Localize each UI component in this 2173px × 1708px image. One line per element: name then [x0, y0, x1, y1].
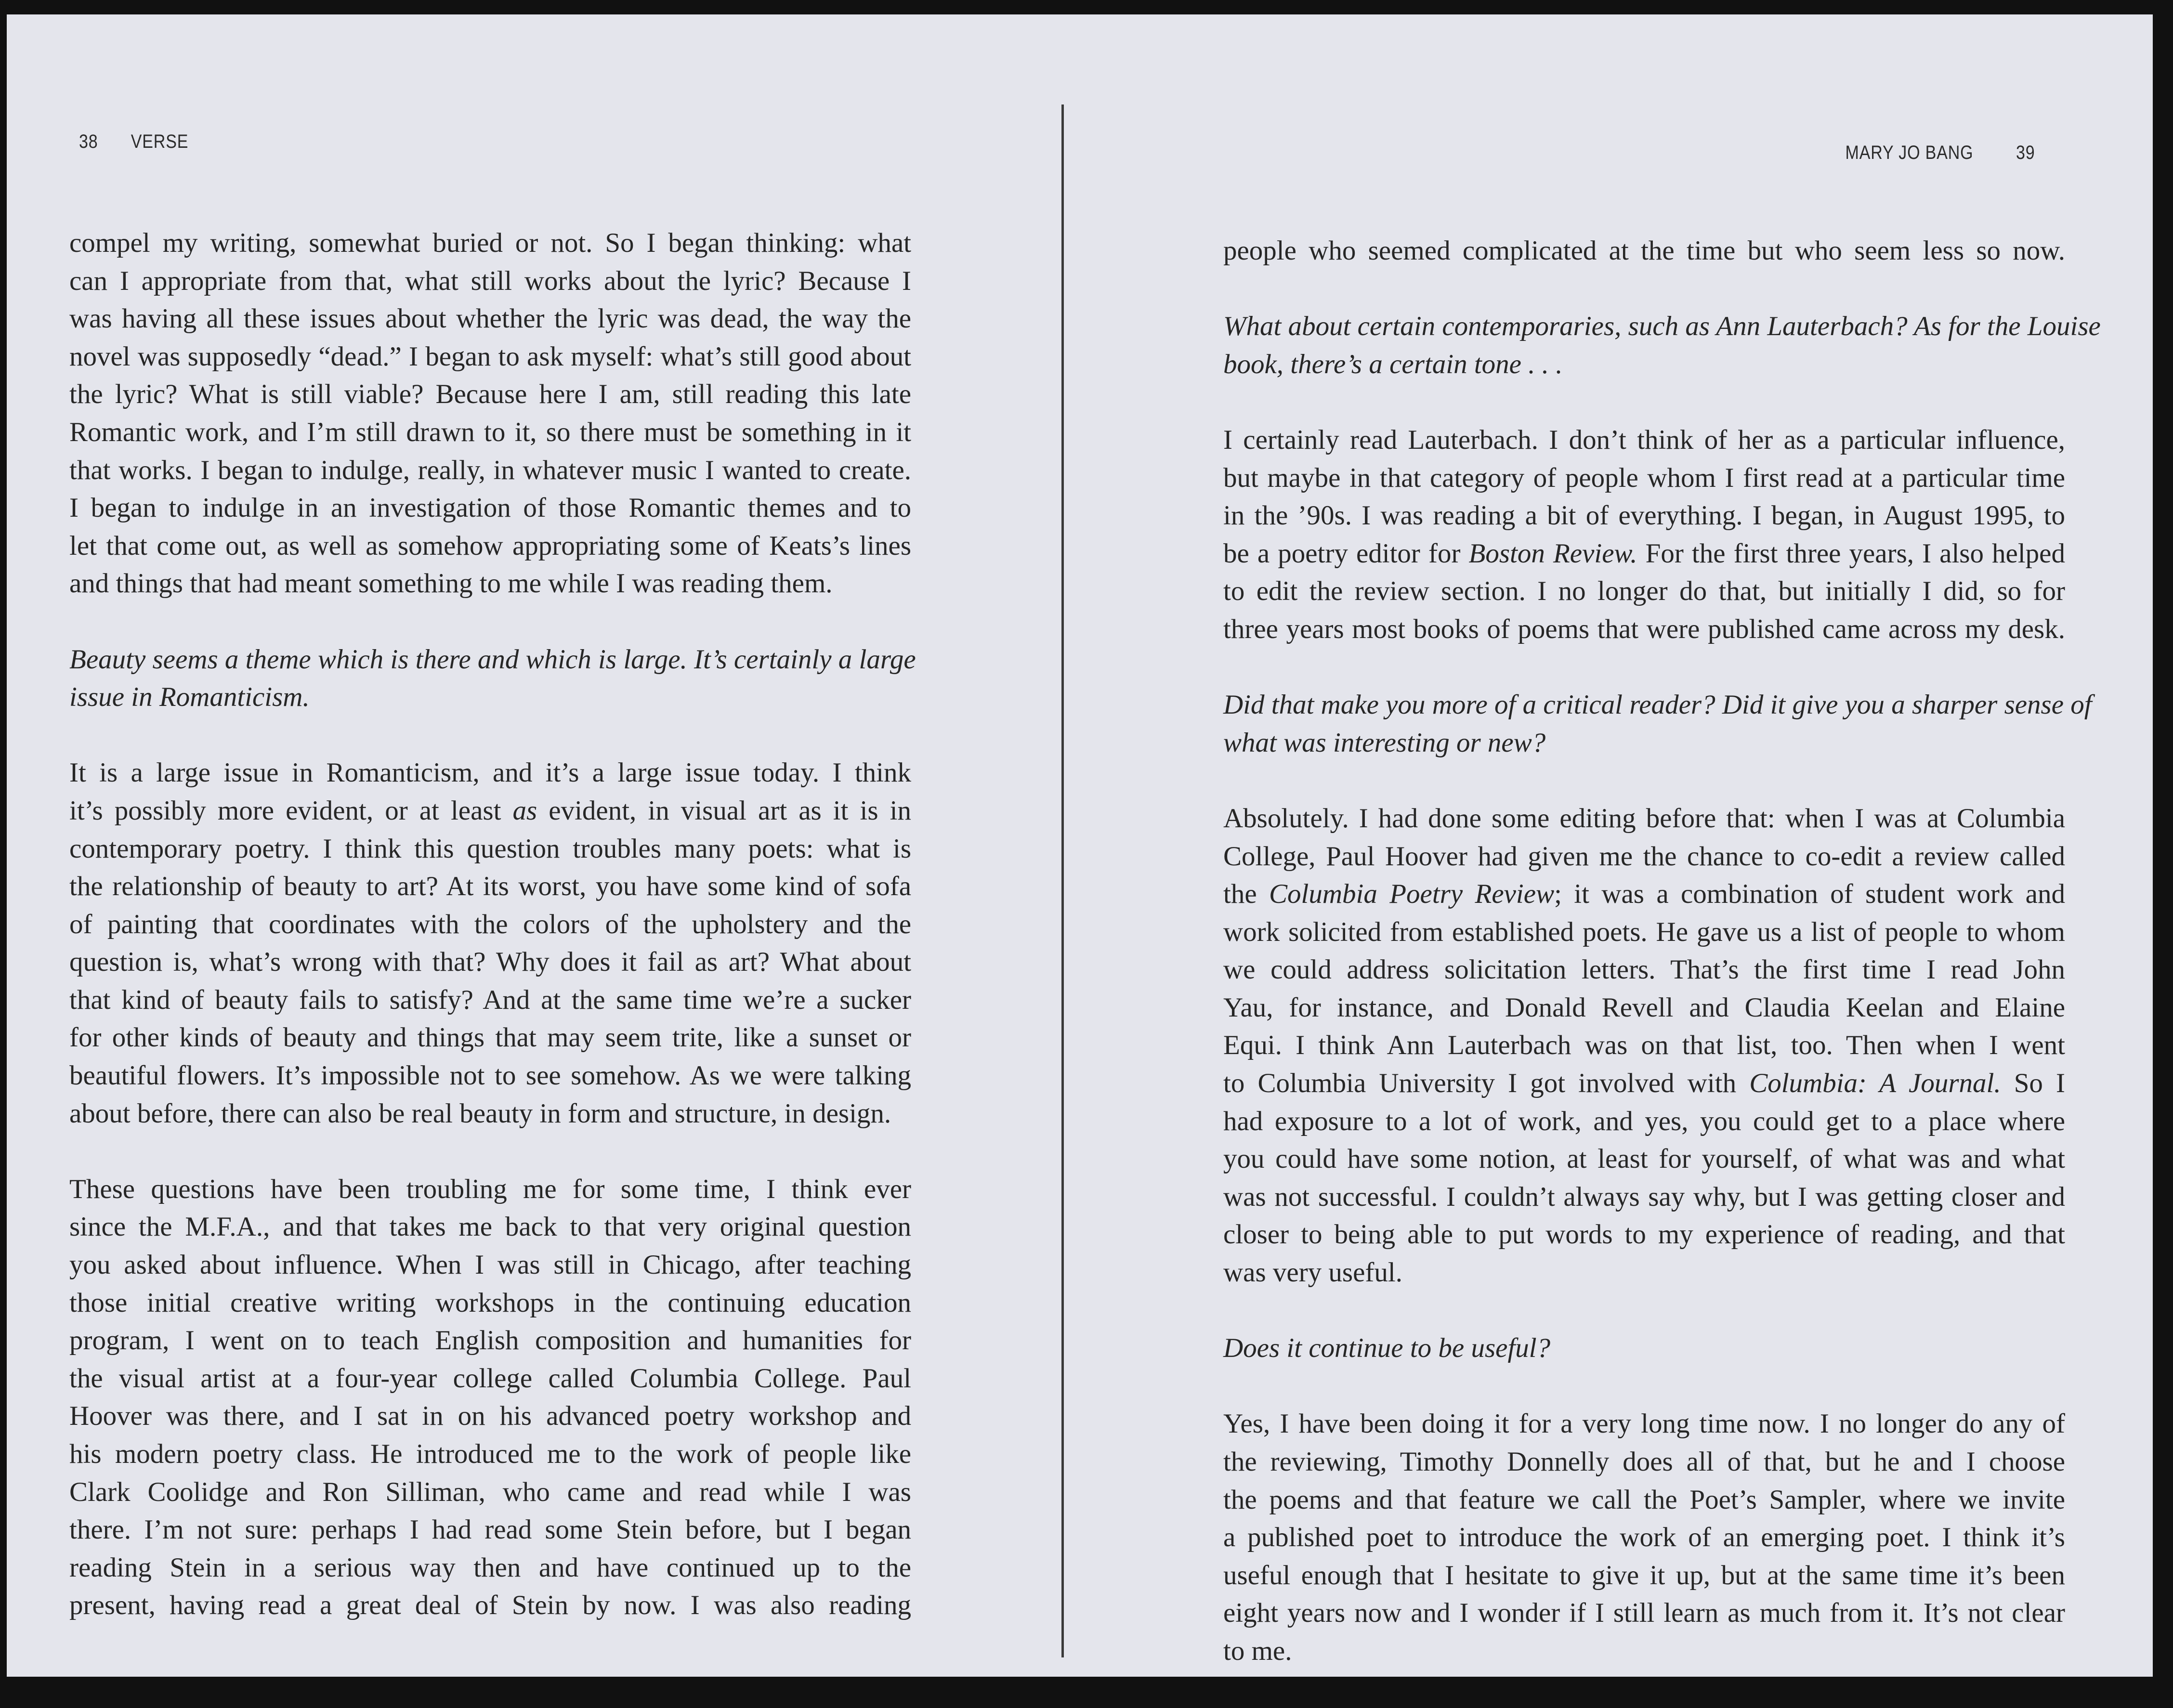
text-line [69, 792, 911, 830]
italic-title-text: Boston Review. [1468, 538, 1637, 569]
right-running-head [1846, 142, 2035, 164]
text-line: book, there’s a certain tone . . . [1223, 349, 1563, 379]
text-line: beautiful flowers. It’s impossible not to see somehow. As we were talking [69, 1060, 911, 1091]
interview-answer [69, 224, 911, 603]
italic-title-text: Columbia Poetry Review [1269, 879, 1555, 910]
text-line: the relationship of beauty to art? At its worst, you have some kind of sofa [69, 871, 911, 902]
text-line: we could address solicitation letters. That’s the first time I read John [1223, 954, 2065, 985]
text-line: was not successful. I couldn’t always say why, but I was getting closer and [1223, 1181, 2065, 1212]
text-line: question is, what’s wrong with that? Why does it fail as art? What about [69, 947, 911, 978]
text-line: to edit the review section. I no longer do that, but initially I did, so for [1223, 576, 2065, 607]
text-line: that kind of beauty fails to satisfy? And at the same time we’re a sucker [69, 984, 911, 1015]
text-line: issue in Romanticism. [69, 682, 310, 713]
text-segment: So I [2001, 1068, 2065, 1099]
text-line: can I appropriate from that, what still works about the lyric? Because I [69, 265, 911, 296]
text-line: program, I went on to teach English composition and humanities for [69, 1325, 911, 1356]
interview-answer [69, 1171, 911, 1625]
text-line: but maybe in that category of people whom I first read at a particular time [1223, 462, 2065, 493]
text-line: a published poet to introduce the work of an emerging poet. I think it’s [1223, 1522, 2065, 1553]
text-line: you asked about influence. When I was still in Chicago, after teaching [69, 1250, 911, 1280]
text-line: for other kinds of beauty and things that may seem trite, like a sunset or [69, 1022, 911, 1053]
text-segment: be a poetry editor for [1223, 538, 1469, 569]
text-line: Yau, for instance, and Donald Revell and Claudia Keelan and Elaine [1223, 992, 2065, 1023]
text-line: the visual artist at a four-year college called Columbia College. Paul [69, 1363, 911, 1394]
right-page-text [1223, 232, 2101, 1708]
text-line: novel was supposedly “dead.” I began to ask myself: what’s still good about [69, 341, 911, 372]
italic-title-text: Columbia: A Journal. [1749, 1068, 2001, 1099]
text-line: What about certain contemporaries, such as Ann Lauterbach? As for the Louise [1223, 311, 2101, 342]
text-segment: ; it was a combination of student work and [1554, 879, 2065, 910]
interview-answer [69, 754, 911, 1133]
text-line: These questions have been troubling me for some time, I think ever [69, 1173, 911, 1204]
text-line: those initial creative writing workshops in the continuing education [69, 1287, 911, 1318]
text-line: work solicited from established poets. He gave us a list of people to whom [1223, 916, 2065, 947]
text-segment: For the first three years, I also helped [1637, 538, 2065, 569]
interview-question [69, 641, 916, 717]
right-page-number: 39 [2016, 142, 2035, 163]
text-line: I began to indulge in an investigation of those Romantic themes and to [69, 493, 911, 523]
text-line: the reviewing, Timothy Donnelly does all of that, but he and I choose [1223, 1447, 2065, 1477]
text-line: Beauty seems a theme which is there and which is large. It’s certainly a large [69, 644, 916, 675]
text-line: that works. I began to indulge, really, in whatever music I wanted to create. [69, 455, 911, 485]
text-line: of painting that coordinates with the colors of the upholstery and the [69, 909, 911, 939]
text-line: had exposure to a lot of work, and yes, you could get to a place where [1223, 1106, 2065, 1136]
interview-answer [1223, 800, 2065, 1292]
text-line: about before, there can also be real beauty in form and structure, in design. [69, 1098, 891, 1129]
text-segment: it’s possibly more evident, or at least [69, 795, 513, 826]
text-line: Clark Coolidge and Ron Silliman, who came and read while I was [69, 1476, 911, 1507]
text-line [1223, 1065, 2065, 1103]
text-line: what was interesting or new? [1223, 727, 1546, 758]
interview-question [1223, 1330, 2065, 1368]
interview-answer [1223, 421, 2065, 649]
text-line: Absolutely. I had done some editing before that: when I was at Columbia [1223, 803, 2065, 834]
text-line: eight years now and I wonder if I still learn as much from it. It’s not clear [1223, 1598, 2065, 1629]
text-line: compel my writing, somewhat buried or not. So I began thinking: what [69, 228, 911, 258]
text-line: and things that had meant something to me while I was reading them. [69, 568, 833, 599]
interview-answer [1223, 232, 2065, 270]
left-running-head [79, 131, 188, 153]
text-segment: the [1223, 879, 1269, 910]
text-line: Does it continue to be useful? [1223, 1333, 1551, 1364]
text-line: College, Paul Hoover had given me the chance to co-edit a review called [1223, 841, 2065, 872]
text-line: It is a large issue in Romanticism, and it’s a large issue today. I think [69, 757, 911, 788]
text-line: Hoover was there, and I sat in on his advanced poetry workshop and [69, 1401, 911, 1432]
text-line: there. I’m not sure: perhaps I had read some Stein before, but I began [69, 1514, 911, 1545]
text-line [1223, 535, 2065, 573]
text-line: the poems and that feature we call the Poet’s Sampler, where we invite [1223, 1484, 2065, 1515]
italic-title-text: as [512, 795, 537, 826]
text-line: Yes, I have been doing it for a very long time now. I no longer do any of [1223, 1408, 2065, 1439]
left-page-number: 38 [79, 131, 98, 152]
text-line: Romantic work, and I’m still drawn to it, so there must be something in it [69, 417, 911, 447]
text-line: let that come out, as well as somehow appropriating some of Keats’s lines [69, 530, 911, 561]
right-running-title: MARY JO BANG [1845, 142, 1974, 163]
text-line: was very useful. [1223, 1257, 1402, 1288]
text-line: his modern poetry class. He introduced me to the work of people like [69, 1439, 911, 1469]
interview-question [1223, 686, 2092, 762]
text-line: the lyric? What is still viable? Because here I am, still reading this late [69, 379, 911, 410]
text-line: in the ’90s. I was reading a bit of everything. I began, in August 1995, to [1223, 500, 2065, 531]
page-gutter-divider [1061, 104, 1064, 1657]
text-line: Equi. I think Ann Lauterbach was on that list, too. Then when I went [1223, 1030, 2065, 1061]
text-line: I certainly read Lauterbach. I don’t think of her as a particular influence, [1223, 424, 2065, 455]
text-line: was having all these issues about whether the lyric was dead, the way the [69, 303, 911, 334]
text-line: useful enough that I hesitate to give it up, but at the same time it’s been [1223, 1560, 2065, 1591]
text-line: you could have some notion, at least for yourself, of what was and what [1223, 1144, 2065, 1174]
interview-answer [1223, 1405, 2065, 1670]
text-line: contemporary poetry. I think this question troubles many poets: what is [69, 833, 911, 864]
text-line: three years most books of poems that were published came across my desk. [1223, 613, 2065, 644]
left-running-title: VERSE [131, 131, 189, 152]
interview-question [1223, 308, 2101, 383]
text-segment: evident, in visual art as it is in [537, 795, 911, 826]
text-line: since the M.F.A., and that takes me back to that very original question [69, 1212, 911, 1242]
text-line [1223, 875, 2065, 913]
text-line: closer to being able to put words to my experience of reading, and that [1223, 1219, 2065, 1250]
text-line: Did that make you more of a critical reader? Did it give you a sharper sense of [1223, 690, 2092, 720]
text-line: to me. [1223, 1635, 1292, 1666]
book-spread [7, 14, 2153, 1677]
text-segment: to Columbia University I got involved with [1223, 1068, 1750, 1099]
text-line: reading Stein in a serious way then and have continued up to the [69, 1552, 911, 1583]
text-line: present, having read a great deal of Stein by now. I was also reading [69, 1590, 911, 1621]
text-line: people who seemed complicated at the time but who seem less so now. [1223, 235, 2065, 266]
left-page-text [69, 224, 916, 1663]
